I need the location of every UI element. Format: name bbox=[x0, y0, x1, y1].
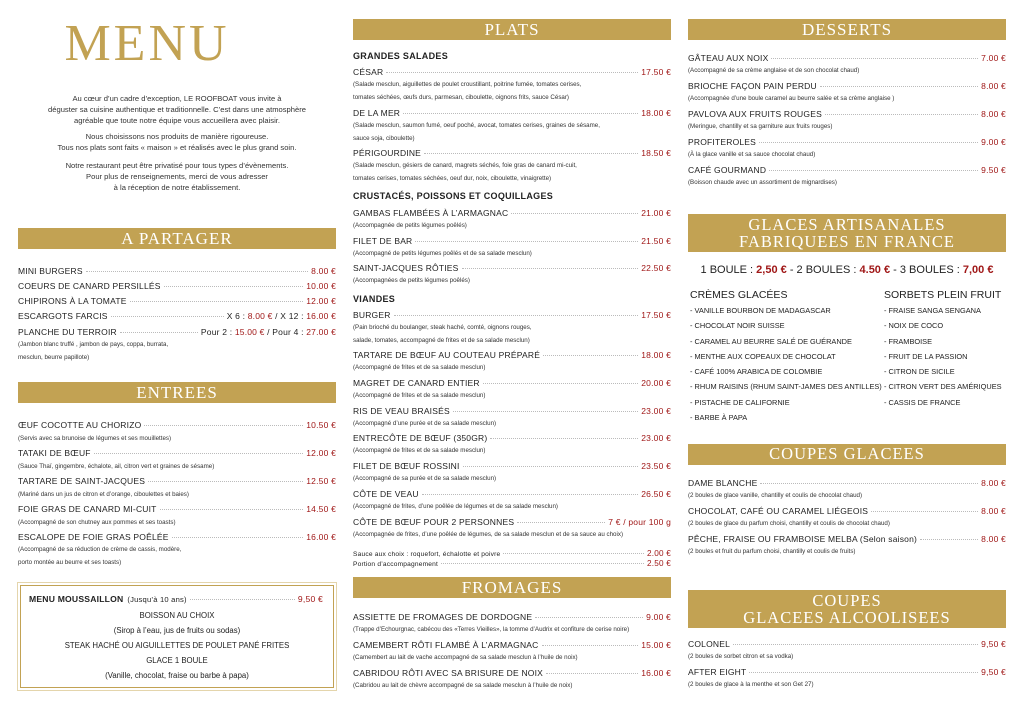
portion-price: 8.00 € bbox=[247, 311, 273, 321]
desc-line: tomates cerises, tomates séchées, oeuf dur, noix, ciboulette, vinaigrette) bbox=[353, 175, 552, 182]
item-price: 12.00 € bbox=[306, 296, 336, 306]
item-name: CAMEMBERT RÔTI FLAMBÉ À L’ARMAGNAC bbox=[353, 640, 539, 650]
menu-item bbox=[353, 108, 671, 119]
item-price: 23.00 € bbox=[641, 433, 671, 443]
item-price: 10.00 € bbox=[306, 281, 336, 291]
menu-item bbox=[18, 266, 336, 277]
list-item: - VANILLE BOURBON DE MADAGASCAR bbox=[690, 306, 831, 315]
item-description bbox=[353, 78, 671, 104]
desc-line: salade, tomates, accompagné de frites et de sa salade mesclun) bbox=[353, 337, 530, 344]
pricing-value: 2,50 € bbox=[756, 264, 787, 276]
section-title: DESSERTS bbox=[801, 20, 893, 39]
item-price: 9,50 € bbox=[981, 667, 1006, 677]
item-name: PAVLOVA AUX FRUITS ROUGES bbox=[688, 109, 822, 119]
menu-item bbox=[18, 448, 336, 459]
cremes-glacees-list bbox=[690, 289, 880, 425]
pricing-label: - 2 BOULES : bbox=[786, 264, 860, 276]
item-name: Sauce aux choix : roquefort, échalotte et poivre bbox=[353, 551, 501, 558]
menu-item bbox=[353, 350, 671, 361]
list-title: SORBETS PLEIN FRUIT bbox=[884, 289, 1002, 301]
item-price: 12.00 € bbox=[306, 448, 336, 458]
item-name: CÔTE DE VEAU bbox=[353, 489, 419, 499]
item-description: (Accompagnée de frites, d’une poêlée de légumes, de sa salade mesclun et de sa sauce au choix) bbox=[353, 531, 624, 538]
item-description: (Trappe d’Echourgnac, cabécou des «Terres Vieilles», la tomme d’Audrix et confiture de cerise noire) bbox=[353, 626, 630, 633]
item-price: 2.00 € bbox=[647, 549, 671, 558]
item-description: (Accompagnée d’une boule caramel au beurre salée et sa crème anglaise ) bbox=[688, 95, 895, 102]
item-name: TARTARE DE BŒUF AU COUTEAU PRÉPARÉ bbox=[353, 350, 541, 360]
pricing-value: 7,00 € bbox=[962, 264, 994, 276]
item-price: 2.50 € bbox=[647, 559, 671, 568]
extra-item bbox=[353, 559, 671, 569]
item-name: CHIPIRONS À LA TOMATE bbox=[18, 296, 127, 306]
item-price: 9,50 € bbox=[981, 639, 1006, 649]
menu-item bbox=[688, 137, 1006, 148]
item-description: (2 boules et fruit du parfum choisi, chantilly et coulis de fruits) bbox=[688, 548, 856, 555]
item-price: 8.00 € bbox=[981, 478, 1006, 488]
portion-price: 16.00 € bbox=[306, 311, 336, 321]
portion-label: X 6 : bbox=[226, 311, 248, 321]
item-description: (Camembert au lait de vache accompagné de sa salade mesclun à l’huile de noix) bbox=[353, 654, 578, 661]
item-name: FILET DE BAR bbox=[353, 236, 413, 246]
menu-item bbox=[688, 81, 1006, 92]
item-description: (Servis avec sa brunoise de légumes et ses mouillettes) bbox=[18, 435, 172, 442]
section-banner-desserts bbox=[688, 19, 1006, 40]
item-name: DAME BLANCHE bbox=[688, 478, 758, 488]
menu-item bbox=[688, 534, 1006, 545]
menu-item bbox=[353, 67, 671, 78]
item-price: 17.50 € bbox=[641, 67, 671, 77]
item-price: 8.00 € bbox=[981, 109, 1006, 119]
menu-item bbox=[688, 506, 1006, 517]
intro-line: déguster sa cuisine authentique et traditionnelle. C’est dans une atmosphère bbox=[48, 105, 306, 114]
item-price bbox=[227, 311, 336, 322]
moussaillon-line: (Vanille, chocolat, fraise ou barbe à papa) bbox=[105, 671, 249, 680]
item-name: ESCALOPE DE FOIE GRAS POÊLÉE bbox=[18, 532, 169, 542]
item-name: PÊCHE, FRAISE OU FRAMBOISE MELBA (Selon saison) bbox=[688, 534, 918, 544]
menu-item bbox=[353, 489, 671, 500]
item-name: CÔTE DE BŒUF POUR 2 PERSONNES bbox=[353, 517, 515, 527]
section-banner-coupes bbox=[688, 444, 1006, 465]
list-item: - CITRON DE SICILE bbox=[884, 367, 955, 377]
item-name: TARTARE DE SAINT-JACQUES bbox=[18, 476, 146, 486]
item-price: 8.00 € bbox=[311, 266, 336, 276]
menu-item bbox=[353, 236, 671, 247]
item-name: COLONEL bbox=[688, 639, 731, 649]
item-description: (Accompagnée de petits légumes poêlés) bbox=[353, 222, 467, 229]
item-price: 8.00 € bbox=[981, 534, 1006, 544]
item-name: ESCARGOTS FARCIS bbox=[18, 311, 108, 321]
moussaillon-price: 9,50 € bbox=[297, 594, 323, 604]
glaces-pricing bbox=[688, 264, 1006, 276]
item-description: (Sauce Thaï, gingembre, échalote, ail, citron vert et graines de sésame) bbox=[18, 463, 215, 470]
subsection-title: CRUSTACÉS, POISSONS ET COQUILLAGES bbox=[353, 191, 554, 201]
item-price: 23.00 € bbox=[641, 406, 671, 416]
item-name: ASSIETTE DE FROMAGES DE DORDOGNE bbox=[353, 612, 533, 622]
menu-item bbox=[688, 53, 1006, 64]
item-name: CÉSAR bbox=[353, 67, 384, 77]
item-name: PROFITEROLES bbox=[688, 137, 757, 147]
item-price: 18.50 € bbox=[641, 148, 671, 158]
item-name: ENTRECÔTE DE BŒUF (350GR) bbox=[353, 433, 488, 443]
desc-line: (Pain brioché du boulanger, steak haché, comté, oignons rouges, bbox=[353, 324, 532, 331]
item-price: 10.50 € bbox=[306, 420, 336, 430]
list-item: - RHUM RAISINS (RHUM SAINT-JAMES DES ANTILLES) bbox=[690, 382, 882, 392]
list-title: CRÈMES GLACÉES bbox=[690, 289, 788, 301]
list-item: - FRUIT DE LA PASSION bbox=[884, 351, 968, 361]
item-name: SAINT-JACQUES RÔTIES bbox=[353, 263, 459, 273]
item-description bbox=[353, 321, 671, 347]
intro-paragraph-3 bbox=[18, 160, 336, 193]
section-title: COUPES GLACEES bbox=[769, 444, 925, 464]
intro-line: à la réception de notre établissement. bbox=[113, 183, 241, 192]
item-description bbox=[18, 338, 336, 364]
desc-line: (Salade mesclun, saumon fumé, oeuf poché, avocat, tomates cerises, graines de sésame, bbox=[353, 122, 600, 129]
item-price: 9.00 € bbox=[646, 612, 671, 622]
item-name: Portion d’accompagnement bbox=[353, 561, 439, 568]
moussaillon-line: STEAK HACHÉ OU AIGUILLETTES DE POULET PANÉ FRITES bbox=[64, 641, 290, 650]
item-price: 23.50 € bbox=[641, 461, 671, 471]
item-name: CHOCOLAT, CAFÉ OU CARAMEL LIÉGEOIS bbox=[688, 506, 869, 516]
list-item: - BARBE À PAPA bbox=[690, 413, 748, 423]
item-price: 7 € / pour 100 g bbox=[608, 517, 671, 527]
desc-line: (Accompagné de sa réduction de crème de cassis, modère, bbox=[18, 546, 182, 553]
item-name: GAMBAS FLAMBÉES À L’ARMAGNAC bbox=[353, 208, 509, 218]
pricing-label: 1 BOULE : bbox=[700, 264, 757, 276]
intro-paragraph-1 bbox=[18, 93, 336, 126]
section-title-line: FABRIQUEES EN FRANCE bbox=[739, 232, 955, 251]
section-banner-alcool bbox=[688, 590, 1006, 628]
item-description: (Accompagné de frites et de sa salade mesclun) bbox=[353, 392, 486, 399]
item-price: 16.00 € bbox=[306, 532, 336, 542]
menu-moussaillon-box bbox=[20, 585, 334, 688]
item-price: 8.00 € bbox=[981, 506, 1006, 516]
menu-item bbox=[353, 406, 671, 417]
portion-label: / Pour 4 : bbox=[264, 327, 307, 337]
item-price: 20.00 € bbox=[641, 378, 671, 388]
item-name: BURGER bbox=[353, 310, 391, 320]
desc-line: porto montée au beurre et ses toasts) bbox=[18, 559, 122, 566]
menu-item bbox=[353, 148, 671, 159]
item-name: GÂTEAU AUX NOIX bbox=[688, 53, 769, 63]
item-description: (Accompagné d’une purée et de sa salade mesclun) bbox=[353, 420, 497, 427]
section-banner-fromages bbox=[353, 577, 671, 598]
intro-line: Notre restaurant peut être privatisé pour tous types d’évènements. bbox=[65, 161, 289, 170]
menu-item bbox=[688, 165, 1006, 176]
item-description: (Accompagné de petits légumes poêlés et de sa salade mesclun) bbox=[353, 250, 532, 257]
list-item: - CASSIS DE FRANCE bbox=[884, 397, 961, 407]
item-description: (Mariné dans un jus de citron et d’orange, ciboulettes et baies) bbox=[18, 491, 189, 498]
desc-line: tomates séchées, œufs durs, parmesan, ciboulette, oignons frits, sauce César) bbox=[353, 94, 569, 101]
item-description bbox=[18, 543, 336, 569]
menu-item bbox=[353, 208, 671, 219]
item-name: PLANCHE DU TERROIR bbox=[18, 327, 117, 337]
menu-item bbox=[353, 310, 671, 321]
item-name: PÉRIGOURDINE bbox=[353, 148, 422, 158]
menu-item bbox=[688, 639, 1006, 650]
list-item: - CAFÉ 100% ARABICA DE COLOMBIE bbox=[690, 367, 823, 377]
item-price: 22.50 € bbox=[641, 263, 671, 273]
item-description: (Accompagné de frites et de sa salade mesclun) bbox=[353, 447, 486, 454]
desc-line: (Jambon blanc truffé , jambon de pays, coppa, burrata, bbox=[18, 341, 169, 348]
menu-item bbox=[353, 668, 671, 679]
item-price: 18.00 € bbox=[641, 108, 671, 118]
item-price: 7.00 € bbox=[981, 53, 1006, 63]
item-price: 26.50 € bbox=[641, 489, 671, 499]
item-name: CABRIDOU RÔTI AVEC SA BRISURE DE NOIX bbox=[353, 668, 544, 678]
portion-label: Pour 2 : bbox=[200, 327, 235, 337]
menu-item bbox=[18, 476, 336, 487]
moussaillon-title: MENU MOUSSAILLON bbox=[29, 594, 124, 604]
item-description: (À la glace vanille et sa sauce chocolat chaud) bbox=[688, 151, 816, 158]
intro-paragraph-2 bbox=[18, 131, 336, 153]
section-title: FROMAGES bbox=[461, 578, 563, 597]
menu-title: MENU bbox=[64, 15, 230, 72]
menu-item bbox=[353, 378, 671, 389]
item-name: AFTER EIGHT bbox=[688, 667, 747, 677]
item-price: 14.50 € bbox=[306, 504, 336, 514]
item-price: 18.00 € bbox=[641, 350, 671, 360]
intro-line: Au cœur d’un cadre d’exception, LE ROOFBOAT vous invite à bbox=[72, 94, 282, 103]
sorbets-list bbox=[884, 289, 1006, 410]
portion-price: 15.00 € bbox=[234, 327, 265, 337]
intro-line: Tous nos plats sont faits « maison » et réalisés avec le plus grand soin. bbox=[57, 143, 297, 152]
section-banner-plats bbox=[353, 19, 671, 40]
section-title: PLATS bbox=[484, 20, 540, 39]
item-name: ŒUF COCOTTE AU CHORIZO bbox=[18, 420, 142, 430]
menu-item bbox=[18, 420, 336, 431]
item-description: (Accompagnées de petits légumes poêlés) bbox=[353, 277, 470, 284]
item-name: BRIOCHE FAÇON PAIN PERDU bbox=[688, 81, 817, 91]
intro-line: Pour plus de renseignements, merci de vous adresser bbox=[86, 172, 268, 181]
item-description bbox=[353, 159, 671, 185]
moussaillon-line: (Sirop à l’eau, jus de fruits ou sodas) bbox=[113, 626, 241, 635]
item-price: 8.00 € bbox=[981, 81, 1006, 91]
section-title-line: COUPES bbox=[812, 591, 882, 610]
item-name: RIS DE VEAU BRAISÉS bbox=[353, 406, 450, 416]
item-description: (Boisson chaude avec un assortiment de mignardises) bbox=[688, 179, 837, 186]
item-price: 15.00 € bbox=[641, 640, 671, 650]
item-name: FILET DE BŒUF ROSSINI bbox=[353, 461, 460, 471]
pricing-label: - 3 BOULES : bbox=[890, 264, 963, 276]
item-description: (Accompagné de frites, d’une poêlée de légumes et de sa salade mesclun) bbox=[353, 503, 558, 510]
menu-item bbox=[18, 532, 336, 543]
item-name: TATAKI DE BŒUF bbox=[18, 448, 91, 458]
item-description: (2 boules de glace à la menthe et son Get 27) bbox=[688, 681, 814, 688]
list-item: - CITRON VERT DES AMÉRIQUES bbox=[884, 382, 1002, 392]
section-title: A PARTAGER bbox=[121, 229, 233, 248]
item-description bbox=[353, 119, 671, 145]
item-description: (2 boules de sorbet citron et sa vodka) bbox=[688, 653, 794, 660]
extra-item bbox=[353, 549, 671, 559]
section-title-line: GLACEES ALCOOLISEES bbox=[743, 608, 951, 627]
desc-line: (Salade mesclun, aiguillettes de poulet croustillant, poitrine fumée, tomates cerises, bbox=[353, 81, 582, 88]
section-banner-glaces bbox=[688, 214, 1006, 252]
desc-line: mesclun, beurre papillote) bbox=[18, 354, 90, 361]
pricing-value: 4.50 € bbox=[859, 264, 891, 276]
portion-label: / X 12 : bbox=[272, 311, 307, 321]
menu-item bbox=[688, 667, 1006, 678]
item-description: (Meringue, chantilly et sa garniture aux fruits rouges) bbox=[688, 123, 833, 130]
item-description: (Accompagné de son chutney aux pommes et ses toasts) bbox=[18, 519, 176, 526]
item-name: FOIE GRAS DE CANARD MI-CUIT bbox=[18, 504, 157, 514]
list-item: - CARAMEL AU BEURRE SALÉ DE GUÉRANDE bbox=[690, 336, 852, 346]
moussaillon-header bbox=[29, 594, 323, 605]
item-name: COEURS DE CANARD PERSILLÉS bbox=[18, 281, 161, 291]
menu-item bbox=[353, 612, 671, 623]
item-price: 21.00 € bbox=[641, 208, 671, 218]
section-banner-partager bbox=[18, 228, 336, 249]
section-banner-entrees bbox=[18, 382, 336, 403]
item-description: (2 boules de glace vanille, chantilly et coulis de chocolat chaud) bbox=[688, 492, 863, 499]
subsection-title: VIANDES bbox=[353, 294, 396, 304]
menu-item bbox=[353, 263, 671, 274]
subsection-title: GRANDES SALADES bbox=[353, 51, 449, 61]
moussaillon-line: BOISSON AU CHOIX bbox=[139, 611, 215, 620]
desc-line: sauce soja, ciboulette) bbox=[353, 135, 415, 142]
list-item: - MENTHE AUX COPEAUX DE CHOCOLAT bbox=[690, 351, 836, 361]
menu-item bbox=[18, 311, 336, 322]
item-price: 9.50 € bbox=[981, 165, 1006, 175]
section-title: ENTREES bbox=[136, 383, 218, 402]
item-price: 21.50 € bbox=[641, 236, 671, 246]
menu-item bbox=[688, 478, 1006, 489]
moussaillon-contents bbox=[21, 608, 333, 683]
list-item: - NOIX DE COCO bbox=[884, 321, 944, 331]
item-description: (Accompagné de sa crème anglaise et de son chocolat chaud) bbox=[688, 67, 860, 74]
item-price: 17.50 € bbox=[641, 310, 671, 320]
menu-item bbox=[353, 517, 671, 528]
list-item: - FRAMBOISE bbox=[884, 336, 933, 346]
item-description: (2 boules de glace du parfum choisi, chantilly et coulis de chocolat chaud) bbox=[688, 520, 890, 527]
list-item: - CHOCOLAT NOIR SUISSE bbox=[690, 321, 785, 331]
item-name: MINI BURGERS bbox=[18, 266, 83, 276]
item-description: (Cabridou au lait de chèvre accompagné de sa salade mesclun à l’huile de noix) bbox=[353, 682, 573, 689]
desc-line: (Salade mesclun, gésiers de canard, magrets séchés, foie gras de canard mi-cuit, bbox=[353, 162, 577, 169]
portion-price: 27.00 € bbox=[306, 327, 336, 337]
menu-item bbox=[353, 433, 671, 444]
item-name: DE LA MER bbox=[353, 108, 401, 118]
menu-item bbox=[688, 109, 1006, 120]
intro-line: Nous choisissons nos produits de manière rigoureuse. bbox=[85, 132, 269, 141]
menu-item bbox=[18, 281, 336, 292]
item-price: 16.00 € bbox=[641, 668, 671, 678]
menu-item bbox=[18, 504, 336, 515]
item-price: 9.00 € bbox=[981, 137, 1006, 147]
menu-item bbox=[353, 461, 671, 472]
menu-item bbox=[353, 640, 671, 651]
list-item: - PISTACHE DE CALIFORNIE bbox=[690, 397, 790, 407]
item-description: (Accompagné de frites et de sa salade mesclun) bbox=[353, 364, 486, 371]
moussaillon-line: GLACE 1 BOULE bbox=[146, 656, 208, 665]
section-title-line: GLACES ARTISANALES bbox=[748, 215, 946, 234]
menu-item bbox=[18, 327, 336, 338]
item-price bbox=[201, 327, 336, 338]
item-price: 12.50 € bbox=[306, 476, 336, 486]
item-name: CAFÉ GOURMAND bbox=[688, 165, 767, 175]
intro-line: agréable que toute notre équipe vous accueillera avec plaisir. bbox=[73, 116, 280, 125]
item-name: MAGRET DE CANARD ENTIER bbox=[353, 378, 480, 388]
menu-item bbox=[18, 296, 336, 307]
item-description: (Accompagné de sa purée et de sa salade mesclun) bbox=[353, 475, 497, 482]
list-item: - FRAISE SANGA SENGANA bbox=[884, 306, 981, 315]
moussaillon-age: (Jusqu’à 10 ans) bbox=[127, 595, 187, 604]
